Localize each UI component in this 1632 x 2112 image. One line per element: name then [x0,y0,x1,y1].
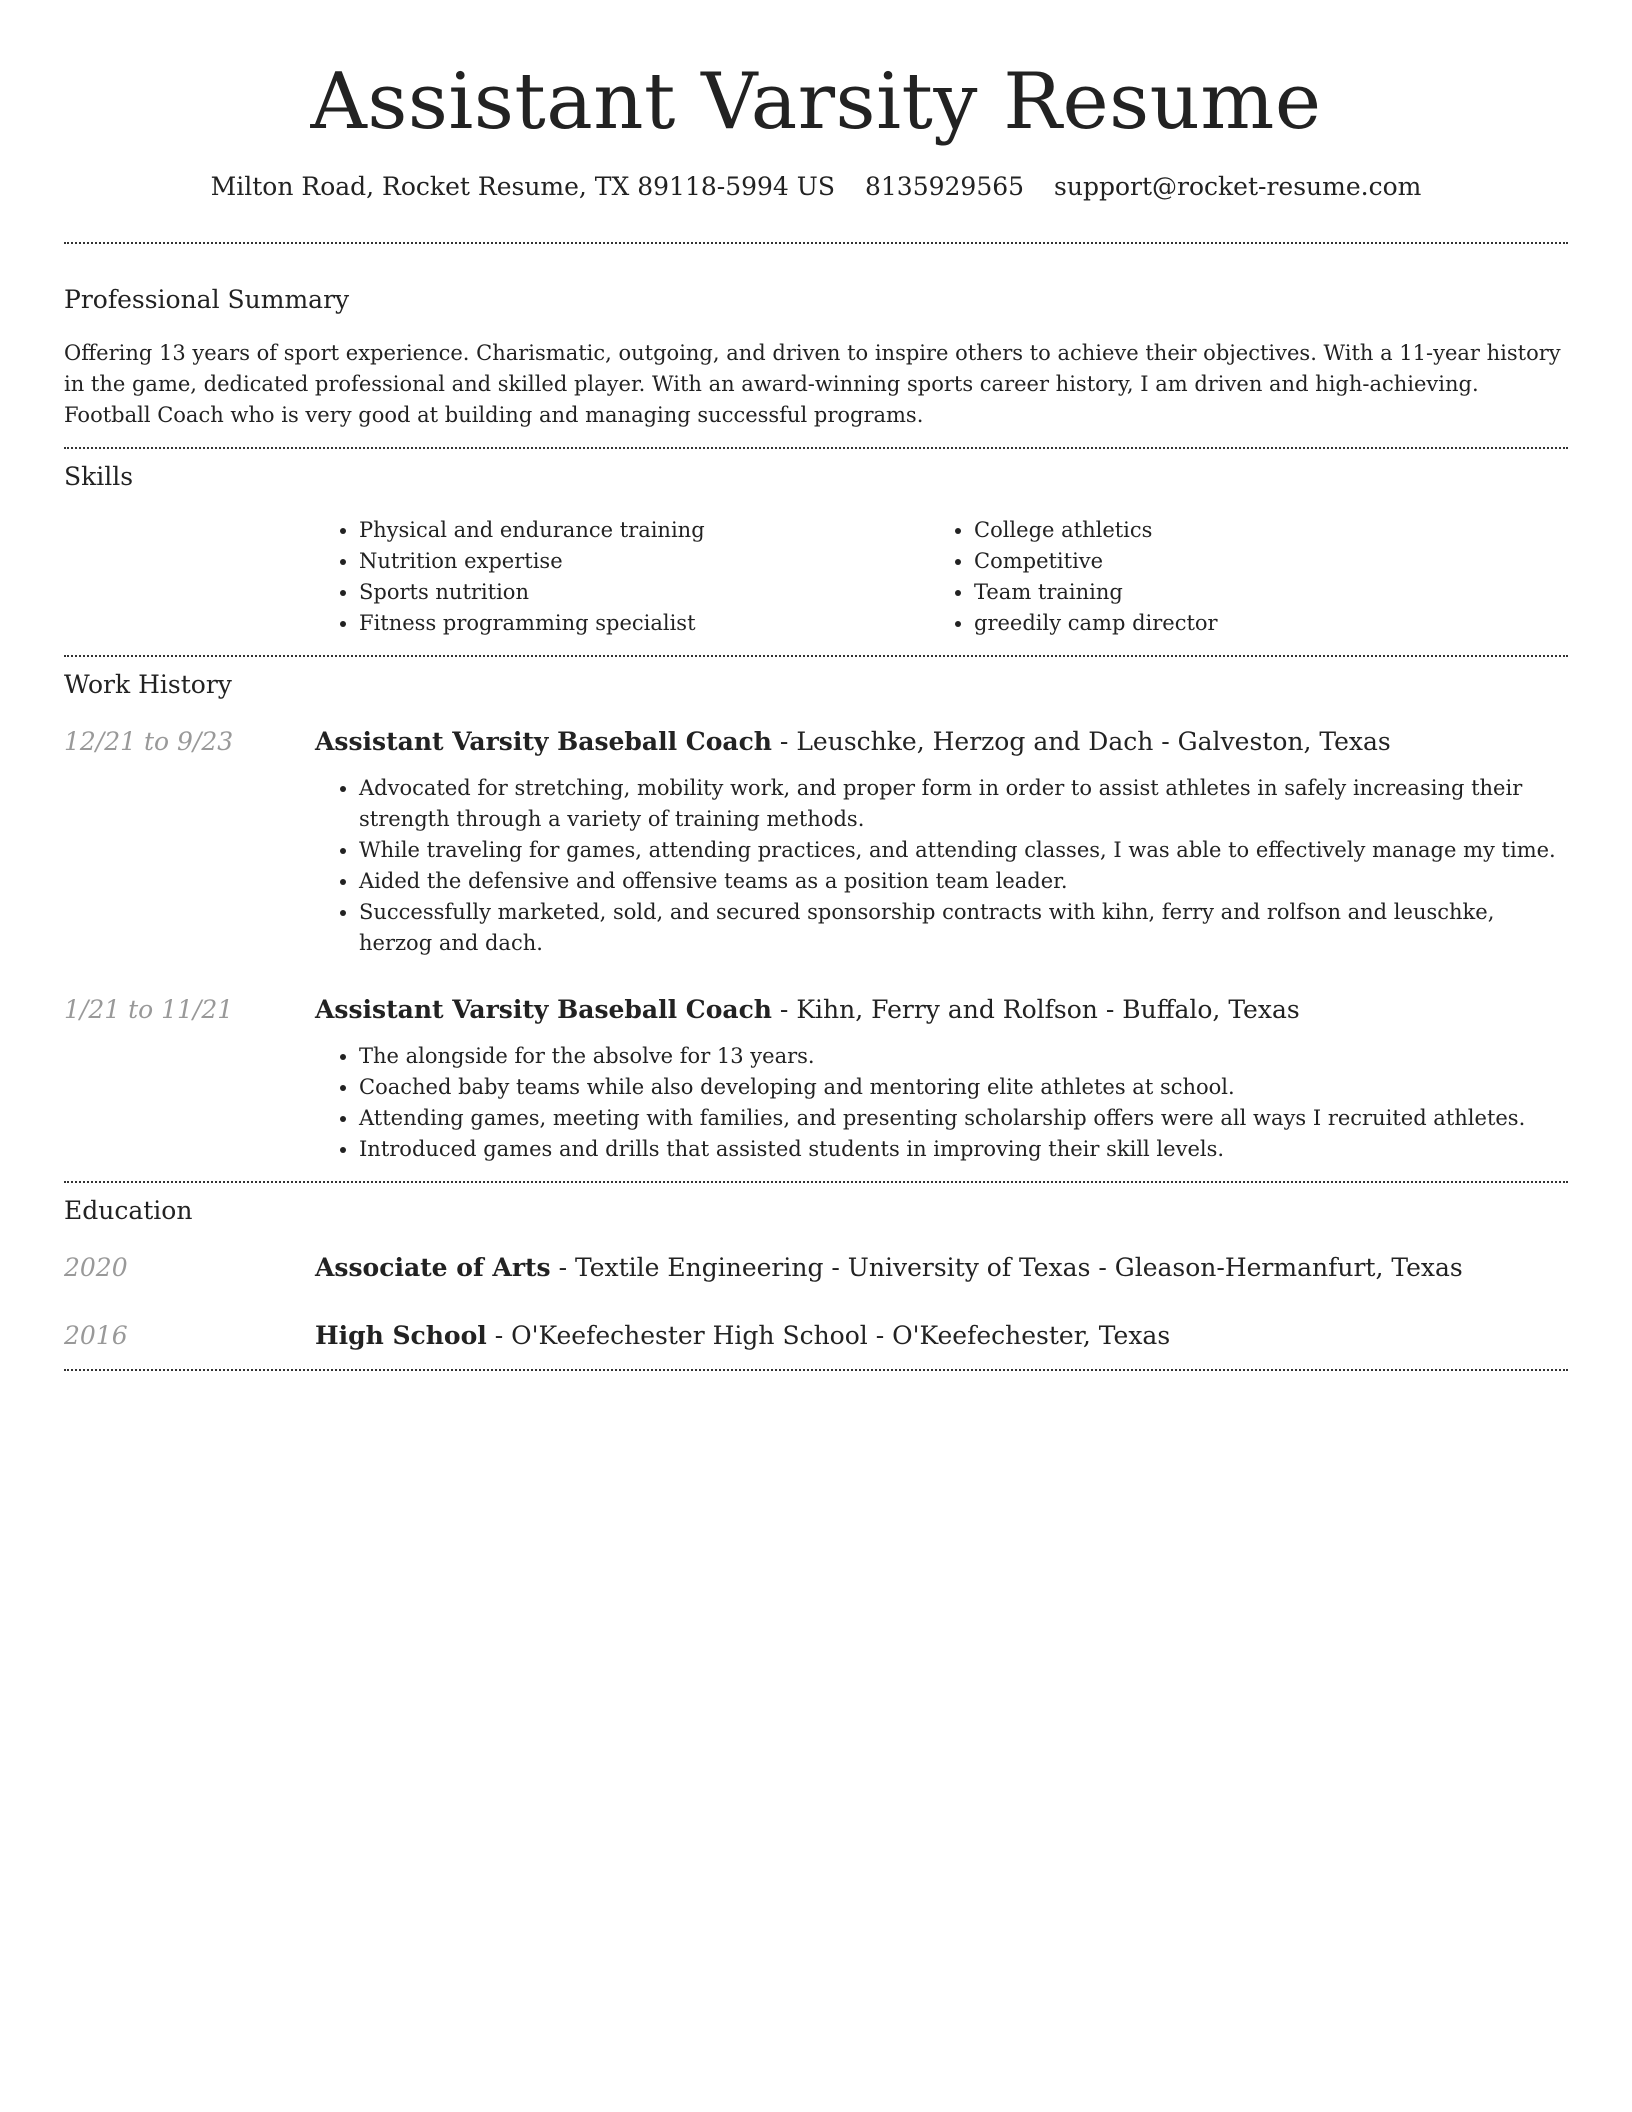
job-title: Assistant Varsity Baseball Coach [315,727,772,756]
education-entry [64,1251,1568,1285]
education-heading-line [315,1319,1170,1353]
contact-phone: 8135929565 [864,172,1025,201]
job-title: Assistant Varsity Baseball Coach [315,995,772,1024]
skills-list [315,515,1568,639]
work-bullets [315,773,1568,959]
skills-column-left [315,515,930,639]
contact-address: Milton Road, Rocket Resume, TX 89118-5994 US [210,172,835,201]
divider [64,1369,1568,1371]
summary-text: Offering 13 years of sport experience. Charismatic, outgoing, and driven to inspire others to achieve their objectives. With a 11-year history in the game, dedicated professional and skilled player. With an award-winning sports career history, I am driven and high-achieving. Football Coach who is very good at building and managing successful programs. [64,341,1561,427]
education-heading: Education [64,1196,193,1225]
work-bullet: • Coached baby teams while also developing and mentoring elite athletes at school. [359,1072,1568,1103]
work-bullet: • Attending games, meeting with families, and presenting scholarship offers were all ways I recruited athletes. [359,1103,1568,1134]
work-dates: 12/21 to 9/23 [64,727,234,756]
job-employer: - Leuschke, Herzog and Dach - Galveston, Texas [771,727,1391,756]
work-heading-line [315,725,1391,759]
education-year: 2020 [64,1253,128,1282]
education-details: - Textile Engineering - University of Texas - Gleason-Hermanfurt, Texas [550,1253,1463,1282]
skill-item: • Nutrition expertise [359,546,930,577]
education-details: - O'Keefechester High School - O'Keefechester, Texas [486,1321,1171,1350]
skill-item: • College athletics [974,515,1545,546]
skills-heading: Skills [64,462,134,491]
education-degree: Associate of Arts [315,1253,551,1282]
work-bullet: • Aided the defensive and offensive teams as a position team leader. [359,866,1568,897]
skill-item: • Sports nutrition [359,577,930,608]
work-bullet: • Advocated for stretching, mobility work, and proper form in order to assist athletes in safely increasing their strength through a variety of training methods. [359,773,1568,835]
divider [64,655,1568,657]
skills-column-right [930,515,1545,639]
divider [64,447,1568,449]
work-bullet: • Introduced games and drills that assisted students in improving their skill levels. [359,1134,1568,1165]
resume-title: Assistant Varsity Resume [310,57,1322,147]
contact-line [64,170,1568,204]
work-entry [64,993,1568,1027]
work-bullet: • Successfully marketed, sold, and secured sponsorship contracts with kihn, ferry and rolfson and leuschke, herzog and dach. [359,897,1568,959]
resume-page [64,0,1568,1371]
work-heading-line [315,993,1300,1027]
contact-email: support@rocket-resume.com [1054,172,1422,201]
work-entry [64,725,1568,759]
divider [64,1181,1568,1183]
education-year: 2016 [64,1321,128,1350]
education-heading-line [315,1251,1463,1285]
education-entry [64,1319,1568,1353]
work-bullet: • While traveling for games, attending practices, and attending classes, I was able to effectively manage my time. [359,835,1568,866]
work-bullets [315,1041,1568,1165]
summary-heading: Professional Summary [64,285,350,314]
job-employer: - Kihn, Ferry and Rolfson - Buffalo, Texas [771,995,1300,1024]
divider [64,242,1568,244]
skill-item: • Competitive [974,546,1545,577]
skill-item: • Fitness programming specialist [359,608,930,639]
work-dates: 1/21 to 11/21 [64,995,234,1024]
education-degree: High School [315,1321,487,1350]
work-bullet: • The alongside for the absolve for 13 years. [359,1041,1568,1072]
work-heading: Work History [64,670,232,699]
skill-item: • greedily camp director [974,608,1545,639]
skill-item: • Physical and endurance training [359,515,930,546]
skill-item: • Team training [974,577,1545,608]
